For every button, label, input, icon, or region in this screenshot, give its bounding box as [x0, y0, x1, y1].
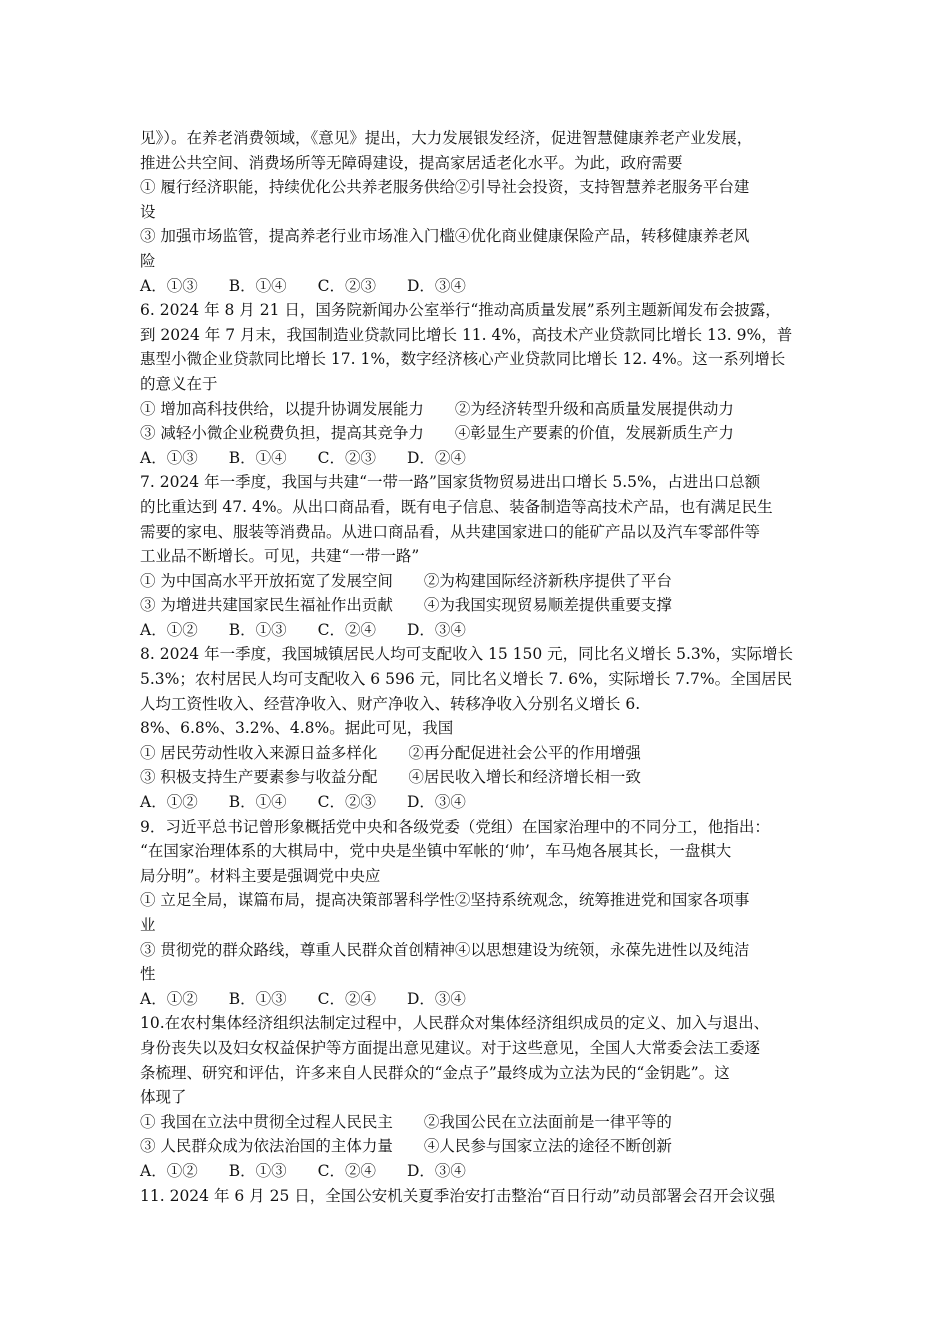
answer-choices: A．①③ B．①④ C．②③ D．②④ — [140, 448, 466, 467]
option-line: ① 履行经济职能，持续优化公共养老服务供给②引导社会投资，支持智慧养老服务平台建 — [140, 178, 750, 197]
text-line: 人均工资性收入、经营净收入、财产净收入、转移净收入分别名义增长 6. — [140, 694, 641, 713]
option-line: ③ 为增进共建国家民生福祉作出贡献 ④为我国实现贸易顺差提供重要支撑 — [140, 596, 672, 615]
page-body — [140, 126, 820, 1208]
option-line: ① 为中国高水平开放拓宽了发展空间 ②为构建国际经济新秩序提供了平台 — [140, 571, 672, 590]
text-line: 5.3%；农村居民人均可支配收入 6 596 元，同比名义增长 7. 6%，实际增长 7.7%。全国居民 — [140, 670, 793, 689]
question-9: 9．习近平总书记曾形象概括党中央和各级党委（党组）在国家治理中的不同分工，他指出： — [140, 817, 770, 836]
text-line: 惠型小微企业贷款同比增长 17. 1%，数字经济核心产业贷款同比增长 12. 4%。这一系列增长 — [140, 350, 786, 369]
answer-choices: A．①② B．①④ C．②③ D．③④ — [140, 793, 466, 812]
text-line: 工业品不断增长。可见，共建“一带一路” — [140, 547, 420, 566]
answer-choices: A．①② B．①③ C．②④ D．③④ — [140, 989, 466, 1008]
text-line: 的比重达到 47. 4%。从出口商品看，既有电子信息、装备制造等高技术产品，也有满足民生 — [140, 497, 773, 516]
option-line: ③ 人民群众成为依法治国的主体力量 ④人民参与国家立法的途径不断创新 — [140, 1137, 672, 1156]
text-line: 条梳理、研究和评估，许多来自人民群众的“金点子”最终成为立法为民的“金钥匙”。这 — [140, 1063, 730, 1082]
text-line: 推进公共空间、消费场所等无障碍建设，提高家居适老化水平。为此，政府需要 — [140, 153, 683, 172]
text-line: 见》）。在养老消费领域，《意见》提出，大力发展银发经济，促进智慧健康养老产业发展， — [140, 129, 753, 147]
text-line: 的意义在于 — [140, 374, 218, 393]
option-line: ① 居民劳动性收入来源日益多样化 ②再分配促进社会公平的作用增强 — [140, 743, 641, 762]
option-line: ① 立足全局，谋篇布局，提高决策部署科学性②坚持系统观念，统筹推进党和国家各项事 — [140, 891, 750, 910]
option-line: ③ 积极支持生产要素参与收益分配 ④居民收入增长和经济增长相一致 — [140, 768, 641, 787]
option-line: 险 — [140, 251, 156, 270]
text-line: 体现了 — [140, 1088, 187, 1107]
option-line: ③ 贯彻党的群众路线，尊重人民群众首创精神④以思想建设为统领，永葆先进性以及纯洁 — [140, 940, 750, 959]
question-11: 11. 2024 年 6 月 25 日，全国公安机关夏季治安打击整治“百日行动”动员部署会召开会议强 — [140, 1186, 776, 1205]
question-8: 8. 2024 年一季度，我国城镇居民人均可支配收入 15 150 元，同比名义增长 5.3%，实际增长 — [140, 645, 793, 664]
question-6: 6. 2024 年 8 月 21 日，国务院新闻办公室举行“推动高质量发展”系列主题新闻发布会披露， — [140, 301, 781, 320]
text-line: 身份丧失以及妇女权益保护等方面提出意见建议。对于这些意见，全国人大常委会法工委逐 — [140, 1038, 761, 1057]
answer-choices: A．①② B．①③ C．②④ D．③④ — [140, 1161, 466, 1180]
question-10: 10.在农村集体经济组织法制定过程中，人民群众对集体经济组织成员的定义、加入与退出、 — [140, 1014, 770, 1033]
option-line: ① 增加高科技供给，以提升协调发展能力 ②为经济转型升级和高质量发展提供动力 — [140, 399, 734, 418]
question-7: 7. 2024 年一季度，我国与共建“一带一路”国家货物贸易进出口增长 5.5%，占进出口总额 — [140, 473, 761, 492]
text-line: 需要的家电、服装等消费品。从进口商品看，从共建国家进口的能矿产品以及汽车零部件等 — [140, 522, 761, 541]
option-line: 性 — [140, 965, 156, 984]
text-line: 到 2024 年 7 月末，我国制造业贷款同比增长 11. 4%，高技术产业贷款同比增长 13. 9%，普 — [140, 325, 793, 344]
text-line: “在国家治理体系的大棋局中，党中央是坐镇中军帐的‘帅’，车马炮各展其长，一盘棋大 — [140, 842, 732, 861]
text-line: 8%、6.8%、3.2%、4.8%。据此可见，我国 — [140, 719, 454, 738]
option-line: ③ 减轻小微企业税费负担，提高其竞争力 ④彰显生产要素的价值，发展新质生产力 — [140, 424, 734, 443]
option-line: ① 我国在立法中贯彻全过程人民民主 ②我国公民在立法面前是一律平等的 — [140, 1112, 672, 1131]
answer-choices: A．①③ B．①④ C．②③ D．③④ — [140, 276, 466, 295]
answer-choices: A．①② B．①③ C．②④ D．③④ — [140, 620, 466, 639]
option-line: ③ 加强市场监管，提高养老行业市场准入门槛④优化商业健康保险产品，转移健康养老风 — [140, 227, 750, 246]
option-line: 设 — [140, 202, 156, 221]
text-line: 局分明”。材料主要是强调党中央应 — [140, 866, 381, 885]
option-line: 业 — [140, 916, 156, 934]
